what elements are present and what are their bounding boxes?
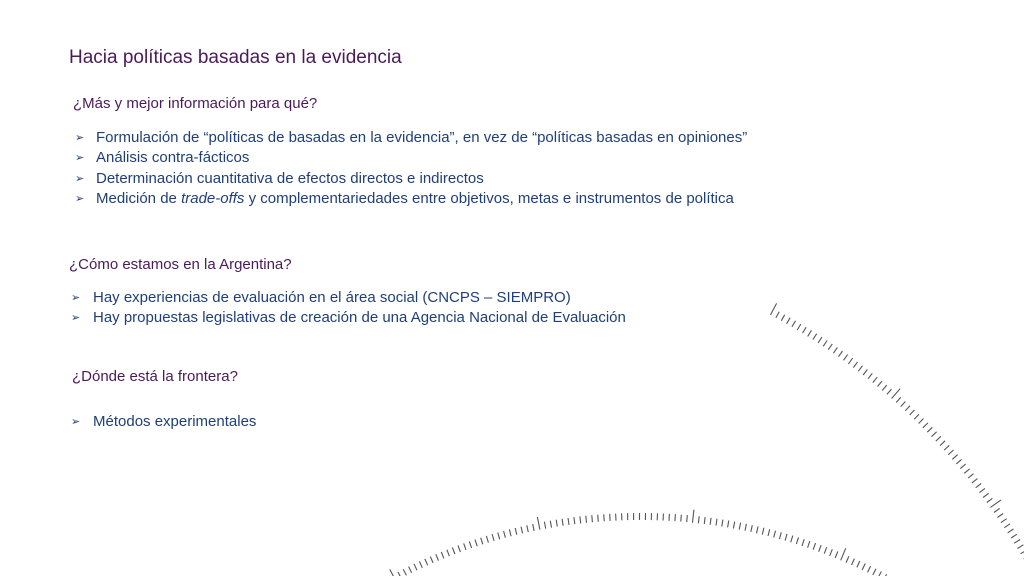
arc-tick: [687, 515, 688, 522]
arc-tick: [785, 534, 787, 541]
arc-tick: [948, 450, 953, 455]
section-heading-argentina: ¿Cómo estamos en la Argentina?: [69, 256, 292, 273]
arc-tick: [681, 515, 682, 522]
list-item-text: Métodos experimentales: [93, 413, 257, 430]
arrow-bullet-icon: ➢: [71, 416, 81, 428]
arc-tick: [960, 464, 965, 469]
arc-tick: [819, 545, 821, 552]
arc-tick: [562, 519, 563, 526]
arc-tick: [994, 508, 1000, 512]
arc-tick: [728, 521, 729, 528]
arc-tick: [932, 432, 937, 437]
arc-tick: [698, 516, 699, 523]
arc-tick: [964, 469, 969, 473]
slide-title: Hacia políticas basadas en la evidencia: [69, 47, 402, 68]
arc-tick: [537, 517, 540, 530]
arc-tick: [409, 567, 412, 573]
arc-tick: [739, 523, 740, 530]
arc-tick: [846, 556, 849, 562]
arc-tick: [403, 569, 406, 575]
arc-tick: [927, 427, 932, 432]
arc-tick: [425, 559, 428, 565]
arc-tick: [1021, 550, 1024, 554]
arc-tick: [844, 355, 848, 361]
arc-tick: [757, 526, 759, 533]
arc-tick: [848, 358, 852, 364]
arc-tick: [430, 557, 433, 563]
arc-tick: [802, 539, 804, 546]
arc-tick: [862, 564, 865, 570]
list-item-text-after: y complementariedades entre objetivos, metas e instrumentos de política: [244, 189, 734, 207]
arc-tick: [533, 524, 534, 531]
arc-tick: [863, 370, 867, 376]
arc-tick: [604, 514, 605, 521]
arc-tick: [868, 373, 872, 379]
arc-tick: [823, 341, 827, 347]
arc-tick: [952, 455, 957, 460]
arc-tick: [997, 514, 1003, 518]
arc-tick: [791, 536, 793, 543]
arc-tick: [504, 531, 506, 538]
arc-tick: [481, 538, 483, 545]
arc-tick: [745, 524, 746, 531]
arc-tick: [792, 321, 796, 327]
arc-tick: [853, 362, 857, 368]
arc-tick: [580, 516, 581, 523]
arrow-bullet-icon: ➢: [75, 152, 85, 165]
arc-tick: [972, 479, 978, 483]
arc-ticks-upper-right: [771, 303, 1024, 576]
arc-tick: [550, 521, 551, 528]
arc-tick: [704, 517, 705, 524]
arrow-bullet-icon: ➢: [71, 312, 81, 325]
arc-tick: [901, 402, 906, 407]
arc-tick: [873, 569, 876, 575]
arc-tick: [598, 515, 599, 522]
arrow-bullet-icon: ➢: [75, 172, 85, 185]
arc-tick: [839, 351, 843, 357]
arc-tick: [787, 318, 791, 324]
arc-tick: [733, 522, 734, 529]
arc-tick: [469, 541, 471, 548]
arc-tick: [509, 529, 511, 536]
arc-tick: [808, 541, 810, 548]
section-heading-purpose: ¿Más y mejor información para qué?: [73, 95, 318, 112]
list-item-text: Formulación de “políticas de basadas en la evidencia”, en vez de “políticas basadas en opiniones”: [96, 129, 748, 146]
arc-tick: [896, 397, 901, 402]
list-item-text: Análisis contra-fácticos: [96, 149, 250, 167]
arc-tick: [987, 498, 993, 502]
arc-tick: [868, 566, 871, 572]
arc-tick: [968, 474, 973, 478]
arc-tick: [771, 303, 777, 315]
arc-tick: [873, 377, 877, 382]
arc-tick: [841, 548, 846, 560]
list-item-text-italic: trade-offs: [181, 189, 245, 207]
arc-tick: [808, 330, 812, 336]
arc-tick: [818, 337, 822, 343]
arc-tick: [414, 564, 417, 570]
arc-tick: [492, 534, 494, 541]
arc-tick: [914, 414, 919, 419]
arc-tick: [779, 532, 781, 539]
arc-tick: [990, 500, 1001, 508]
arc-tick: [447, 550, 450, 557]
arc-tick: [858, 366, 862, 372]
arc-tick: [675, 514, 676, 521]
arc-tick: [515, 528, 517, 535]
arc-tick: [716, 519, 717, 526]
arc-tick: [983, 493, 989, 497]
arc-tick: [710, 518, 711, 525]
arc-tick: [887, 389, 892, 394]
arc-tick: [923, 423, 928, 428]
arc-tick: [813, 543, 815, 550]
arc-tick: [892, 389, 901, 399]
arc-tick: [803, 327, 807, 333]
arrow-bullet-icon: ➢: [75, 132, 85, 144]
section-heading-frontier: ¿Dónde está la frontera?: [72, 368, 238, 385]
arc-tick: [419, 561, 422, 567]
arc-tick: [762, 528, 764, 535]
arc-tick: [441, 552, 444, 559]
arc-tick: [452, 548, 455, 555]
arc-tick: [776, 312, 779, 318]
arc-tick: [1014, 540, 1020, 544]
arc-tick: [774, 531, 776, 538]
arc-tick: [956, 459, 961, 464]
arc-tick: [976, 483, 982, 487]
arc-tick: [833, 347, 837, 353]
arc-tick: [781, 315, 784, 321]
arc-tick: [1011, 534, 1017, 538]
arc-tick: [556, 520, 557, 527]
arc-tick: [574, 517, 575, 524]
list-item-text: Determinación cuantitativa de efectos directos e indirectos: [96, 169, 484, 187]
arc-tick: [813, 334, 817, 340]
arc-tick: [878, 381, 883, 386]
arc-tick: [458, 545, 460, 552]
arrow-bullet-icon: ➢: [75, 192, 85, 205]
arc-tick: [398, 572, 401, 576]
arc-tick: [498, 533, 500, 540]
arc-tick: [592, 515, 593, 522]
arc-tick: [919, 419, 924, 424]
arc-tick: [544, 522, 545, 529]
arc-tick: [979, 488, 985, 492]
arc-tick: [796, 537, 798, 544]
arc-tick: [768, 529, 770, 536]
list-item-text: Hay experiencias de evaluación en el área social (CNCPS – SIEMPRO): [93, 289, 571, 306]
arc-tick: [857, 561, 860, 567]
arc-tick: [882, 385, 887, 390]
arc-tick: [693, 510, 694, 523]
arc-tick: [1017, 545, 1023, 549]
arc-tick: [828, 344, 832, 350]
arc-tick: [797, 324, 801, 330]
arc-tick: [436, 554, 439, 560]
arc-tick: [751, 525, 753, 532]
arc-tick: [1001, 519, 1007, 523]
arc-tick: [936, 436, 941, 441]
list-item-text: [96, 189, 734, 209]
arc-tick: [1004, 524, 1010, 528]
arc-tick: [824, 547, 827, 554]
arc-tick: [464, 543, 466, 550]
arrow-bullet-icon: ➢: [71, 292, 81, 304]
arc-tick: [568, 518, 569, 525]
arc-tick: [878, 572, 881, 576]
list-item-text: Hay propuestas legislativas de creación de una Agencia Nacional de Evaluación: [93, 309, 626, 327]
arc-tick: [830, 549, 833, 556]
arc-tick: [521, 527, 523, 534]
arc-tick: [835, 552, 838, 559]
arc-tick: [527, 525, 529, 532]
arc-tick: [1008, 529, 1014, 533]
list-item-text-before: Medición de: [96, 189, 182, 207]
arc-tick: [910, 410, 915, 415]
arc-tick: [586, 516, 587, 523]
arc-tick: [486, 536, 488, 543]
arc-tick: [944, 445, 949, 450]
arc-tick: [722, 520, 723, 527]
arc-tick: [940, 441, 945, 446]
arc-tick: [852, 559, 855, 565]
arc-tick: [905, 406, 910, 411]
arc-ticks-bottom: [390, 510, 887, 576]
arc-tick: [475, 540, 477, 547]
arc-tick: [390, 569, 396, 576]
